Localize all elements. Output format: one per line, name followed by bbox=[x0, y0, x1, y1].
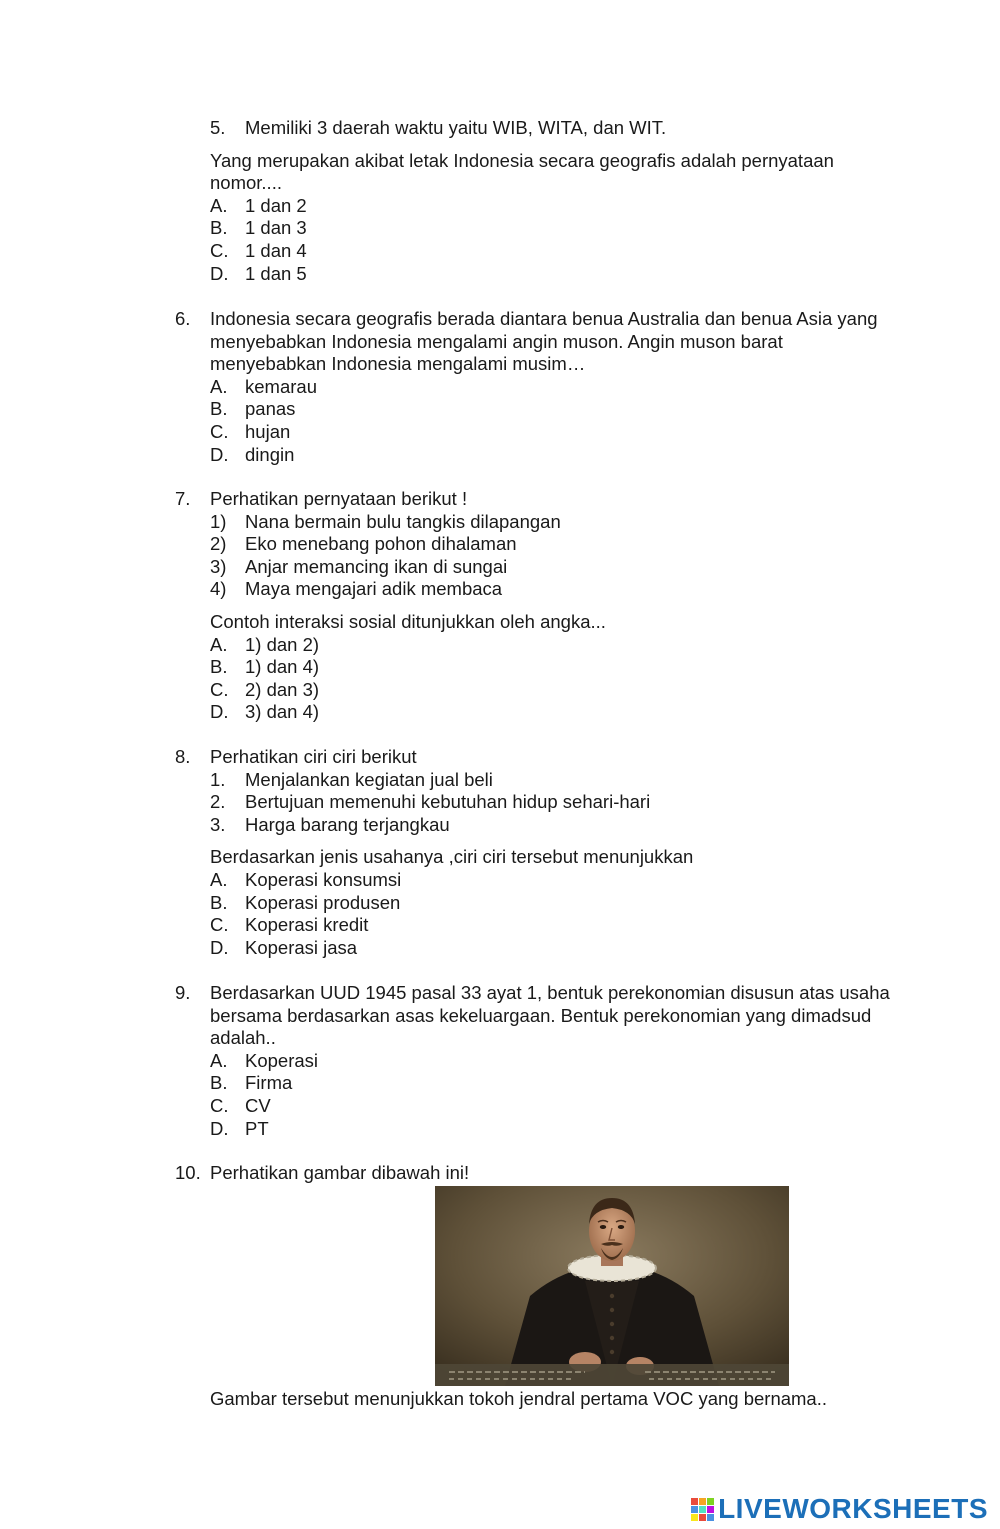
option-b[interactable]: B. panas bbox=[210, 398, 296, 420]
statement-number: 5. bbox=[210, 117, 226, 138]
question-10 bbox=[175, 1162, 895, 1185]
question-6 bbox=[175, 308, 895, 466]
option-b[interactable]: B. Firma bbox=[210, 1072, 293, 1094]
option-d[interactable]: D. Koperasi jasa bbox=[210, 936, 358, 958]
option-c[interactable]: C. hujan bbox=[210, 420, 291, 442]
portrait-image bbox=[435, 1186, 789, 1386]
question-8 bbox=[175, 746, 895, 959]
statement-item: 3. Harga barang terjangkau bbox=[210, 813, 450, 835]
option-b[interactable]: B. 1 dan 3 bbox=[210, 217, 307, 239]
question-text: Contoh interaksi sosial ditunjukkan oleh angka... bbox=[210, 610, 606, 632]
question-7 bbox=[175, 488, 895, 724]
question-intro: Perhatikan gambar dibawah ini! bbox=[210, 1162, 470, 1183]
statement-item: 2) Eko menebang pohon dihalaman bbox=[210, 533, 517, 555]
question-intro: Perhatikan ciri ciri berikut bbox=[210, 746, 417, 767]
question-text: Berdasarkan UUD 1945 pasal 33 ayat 1, bentuk perekonomian disusun atas usaha bersama berdasarkan asas kekeluargaan. Bentuk perekonomian yang dimadsud adalah.. bbox=[210, 982, 890, 1049]
option-a[interactable]: A. 1) dan 2) bbox=[210, 633, 320, 655]
option-c[interactable]: C. Koperasi kredit bbox=[210, 914, 369, 936]
option-a[interactable]: A. 1 dan 2 bbox=[210, 194, 307, 216]
option-a[interactable]: A. Koperasi konsumsi bbox=[210, 868, 402, 890]
question-10-prompt bbox=[175, 1388, 895, 1411]
option-d[interactable]: D. PT bbox=[210, 1117, 269, 1139]
option-a[interactable]: A. kemarau bbox=[210, 375, 317, 397]
option-c[interactable]: C. 2) dan 3) bbox=[210, 678, 320, 700]
option-d[interactable]: D. dingin bbox=[210, 443, 295, 465]
logo-blocks-icon bbox=[691, 1498, 714, 1521]
option-b[interactable]: B. 1) dan 4) bbox=[210, 656, 320, 678]
question-text: Yang merupakan akibat letak Indonesia secara geografis adalah pernyataan nomor.... bbox=[210, 149, 834, 194]
option-c[interactable]: C. 1 dan 4 bbox=[210, 239, 307, 261]
question-number: 9. bbox=[175, 982, 191, 1003]
statement-item bbox=[210, 117, 895, 140]
statement-item: 1) Nana bermain bulu tangkis dilapangan bbox=[210, 510, 561, 532]
question-5 bbox=[175, 117, 895, 285]
option-c[interactable]: C. CV bbox=[210, 1094, 271, 1116]
option-d[interactable]: D. 1 dan 5 bbox=[210, 262, 307, 284]
question-text: Gambar tersebut menunjukkan tokoh jendral pertama VOC yang bernama.. bbox=[210, 1388, 827, 1409]
statement-item: 2. Bertujuan memenuhi kebutuhan hidup sehari-hari bbox=[210, 791, 651, 813]
statement-item: 1. Menjalankan kegiatan jual beli bbox=[210, 768, 493, 790]
question-number: 8. bbox=[175, 746, 191, 767]
question-text: Berdasarkan jenis usahanya ,ciri ciri tersebut menunjukkan bbox=[210, 846, 694, 868]
statement-text: Memiliki 3 daerah waktu yaitu WIB, WITA, dan WIT. bbox=[245, 117, 667, 138]
question-text: Indonesia secara geografis berada diantara benua Australia dan benua Asia yang menyebabkan Indonesia mengalami angin muson. Angin muson barat menyebabkan Indonesia mengalami musim… bbox=[210, 308, 878, 375]
question-number: 7. bbox=[175, 488, 191, 509]
statement-item: 4) Maya mengajari adik membaca bbox=[210, 578, 503, 600]
question-intro: Perhatikan pernyataan berikut ! bbox=[210, 488, 468, 509]
logo-text: LIVEWORKSHEETS bbox=[718, 1493, 988, 1525]
question-number: 10. bbox=[175, 1162, 201, 1183]
statement-item: 3) Anjar memancing ikan di sungai bbox=[210, 555, 508, 577]
question-9 bbox=[175, 982, 895, 1140]
option-a[interactable]: A. Koperasi bbox=[210, 1049, 319, 1071]
question-number: 6. bbox=[175, 308, 191, 329]
option-d[interactable]: D. 3) dan 4) bbox=[210, 701, 320, 723]
liveworksheets-logo bbox=[691, 1493, 988, 1525]
option-b[interactable]: B. Koperasi produsen bbox=[210, 891, 401, 913]
